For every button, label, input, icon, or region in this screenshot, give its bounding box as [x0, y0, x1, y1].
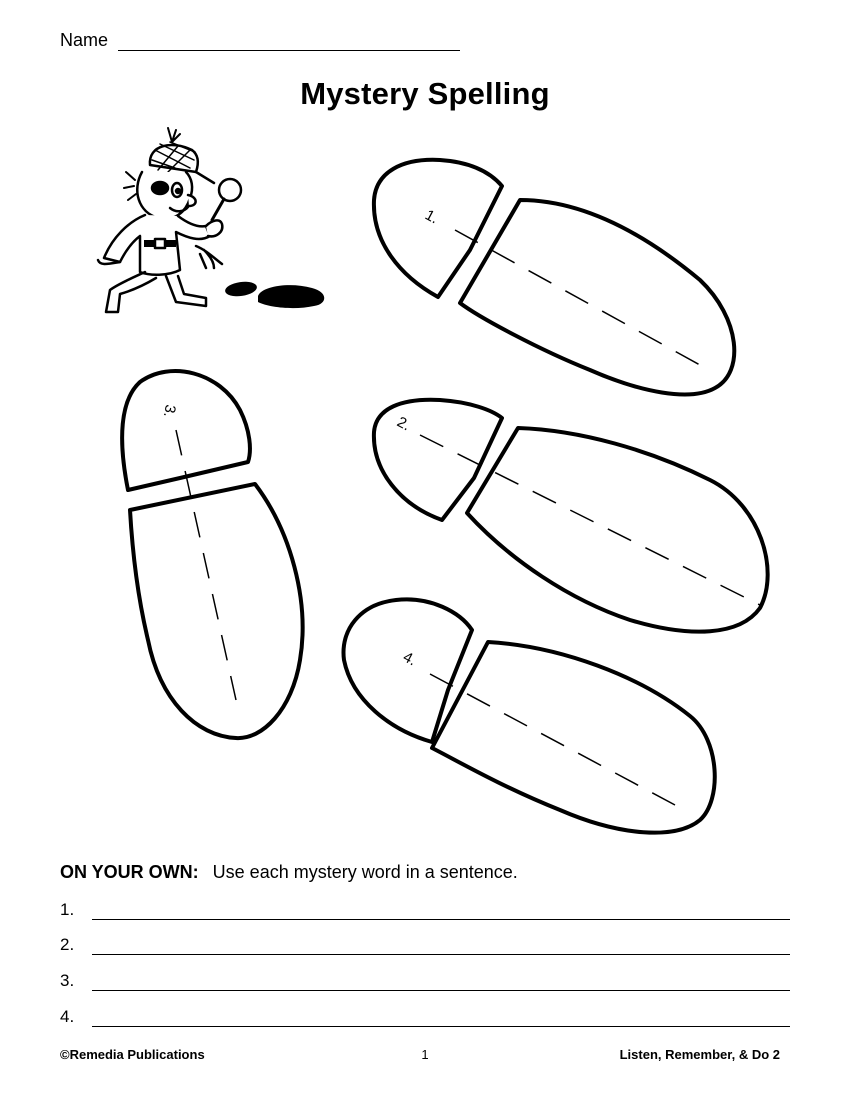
footer-page-number: 1: [421, 1047, 429, 1062]
footprint-1-number: 1.: [422, 206, 442, 228]
on-your-own-label: ON YOUR OWN:: [60, 862, 199, 882]
answer-number: 3.: [60, 971, 75, 990]
footprint-1[interactable]: [374, 160, 734, 395]
footer-publisher: ©Remedia Publications: [60, 1047, 205, 1062]
footprint-4-number: 4.: [400, 648, 420, 670]
answer-line[interactable]: [92, 905, 790, 920]
answer-line[interactable]: [92, 976, 790, 991]
footprint-3[interactable]: [122, 371, 302, 738]
answer-line[interactable]: [92, 940, 790, 955]
answer-row-3: [60, 971, 790, 991]
instruction-text: Use each mystery word in a sentence.: [212, 862, 518, 882]
answer-number: 1.: [60, 900, 75, 919]
footer-series: Listen, Remember, & Do 2: [619, 1047, 780, 1062]
answer-line[interactable]: [92, 1012, 790, 1027]
detective-icon: [98, 128, 241, 312]
footprint-3-number: 3.: [159, 403, 179, 419]
page-title: Mystery Spelling: [300, 76, 550, 111]
on-your-own-instruction: [60, 862, 518, 883]
answer-number: 4.: [60, 1007, 75, 1026]
answer-row-1: [60, 900, 790, 920]
footprint-2[interactable]: [374, 400, 768, 632]
answer-number: 2.: [60, 935, 75, 954]
answer-row-2: [60, 935, 790, 955]
answer-row-4: [60, 1007, 790, 1027]
name-label: Name: [60, 30, 109, 50]
footprint-2-number: 2.: [394, 413, 414, 435]
footprint-4[interactable]: [343, 599, 714, 832]
footprint-trail-icon: [224, 280, 324, 308]
